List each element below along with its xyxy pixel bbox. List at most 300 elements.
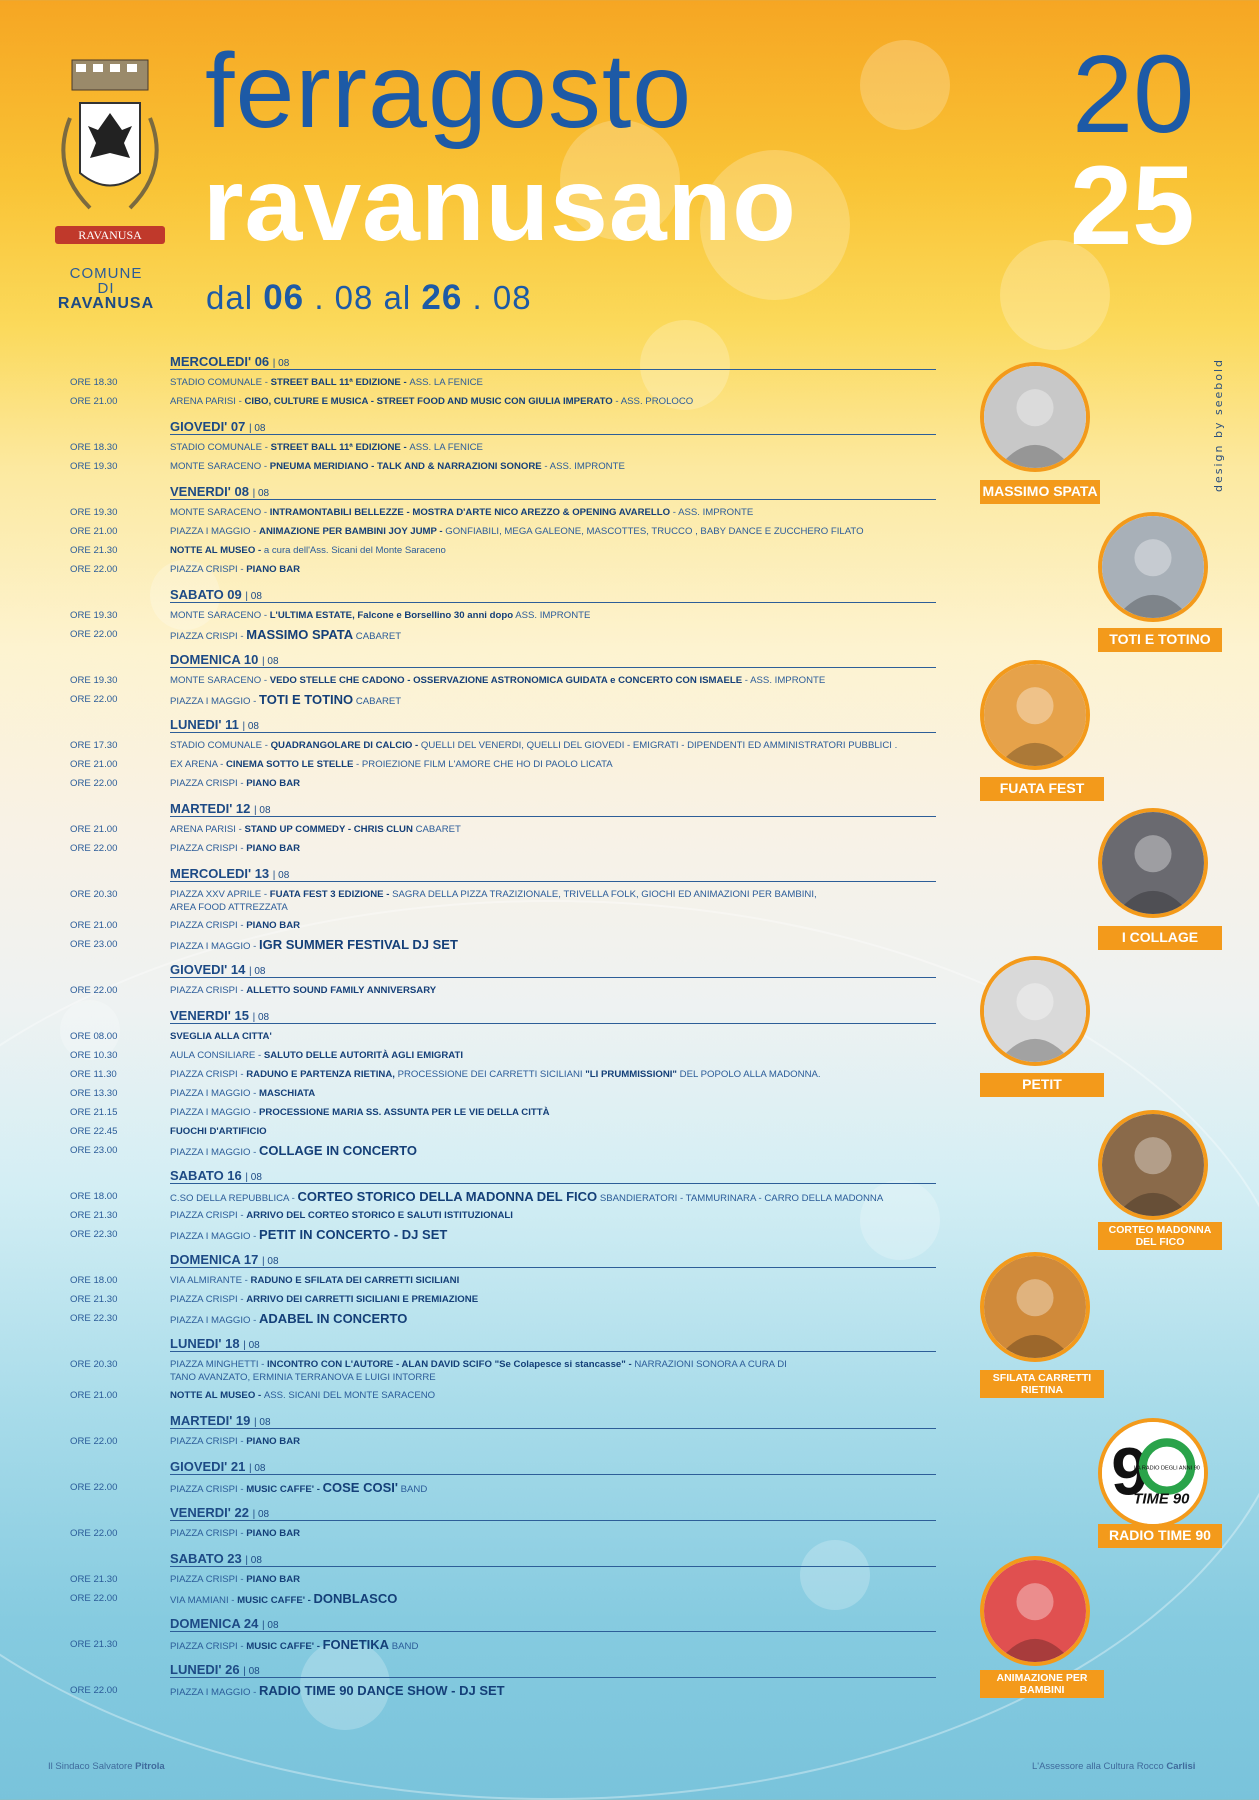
event-note: - PROIEZIONE FILM L'AMORE CHE HO DI PAOLO LICATA — [353, 759, 613, 770]
event-description — [170, 1684, 940, 1699]
event-time: ORE 19.30 — [70, 610, 118, 621]
day-name: SABATO 09 — [170, 587, 242, 602]
guest-label: MASSIMO SPATA — [980, 480, 1100, 504]
event-note-line2: AREA FOOD ATTREZZATA — [170, 902, 288, 913]
day-heading — [170, 800, 936, 817]
title-ferragosto: ferragosto — [205, 32, 693, 150]
day-heading — [170, 1335, 936, 1352]
event-row — [70, 1590, 940, 1609]
day-heading — [170, 651, 936, 668]
event-description — [170, 1573, 940, 1586]
day-block — [70, 651, 940, 710]
event-place: PIAZZA CRISPI - — [170, 1641, 247, 1652]
event-row — [70, 982, 940, 1001]
day-month: | 08 — [248, 1463, 266, 1474]
event-row — [70, 886, 940, 917]
event-description — [170, 842, 940, 855]
event-description — [170, 525, 940, 538]
event-title: PROCESSIONE MARIA SS. ASSUNTA PER LE VIE DELLA CITTÀ — [259, 1107, 550, 1118]
event-place: ARENA PARISI - — [170, 824, 245, 835]
event-time: ORE 17.30 — [70, 740, 118, 751]
dates-dal: dal — [206, 279, 254, 316]
event-note: CABARET — [412, 824, 461, 835]
event-time: ORE 18.00 — [70, 1275, 118, 1286]
event-row — [70, 1226, 940, 1245]
event-title: INCONTRO CON L'AUTORE - ALAN DAVID SCIFO "Se Colapesce si stancasse" - — [267, 1359, 635, 1370]
event-title: FUATA FEST 3 EDIZIONE - — [269, 889, 393, 900]
event-row — [70, 1310, 940, 1329]
event-time: ORE 10.30 — [70, 1050, 118, 1061]
event-description — [170, 1527, 940, 1540]
event-row — [70, 1291, 940, 1310]
event-title: STREET BALL 11ª EDIZIONE - — [270, 377, 410, 388]
day-heading — [170, 1458, 936, 1475]
event-row — [70, 775, 940, 794]
event-place: PIAZZA XXV APRILE - — [170, 889, 270, 900]
event-note: - ASS. IMPRONTE — [742, 675, 826, 686]
day-name: VENERDI' 08 — [170, 484, 249, 499]
event-time: ORE 22.00 — [70, 778, 118, 789]
event-place: PIAZZA CRISPI - — [170, 1294, 247, 1305]
event-row — [70, 1356, 940, 1387]
day-block — [70, 483, 940, 580]
event-time: ORE 08.00 — [70, 1031, 118, 1042]
event-time: ORE 22.00 — [70, 1482, 118, 1493]
day-month: | 08 — [248, 423, 266, 434]
day-name: LUNEDI' 26 — [170, 1662, 240, 1677]
dates-from-day: 06 — [263, 278, 305, 317]
design-credit: design by seebold — [1212, 358, 1225, 492]
crest-banner-text: RAVANUSA — [78, 228, 142, 242]
day-heading — [170, 483, 936, 500]
guest-label: FUATA FEST — [980, 777, 1104, 801]
event-row — [70, 1104, 940, 1123]
day-block — [70, 865, 940, 955]
event-title: STREET BALL 11ª EDIZIONE - — [270, 442, 410, 453]
event-description — [170, 395, 940, 408]
pizza-icon — [980, 660, 1090, 770]
event-time: ORE 19.30 — [70, 507, 118, 518]
event-description — [170, 1030, 940, 1043]
day-heading — [170, 353, 936, 370]
day-block — [70, 961, 940, 1001]
event-time: ORE 22.00 — [70, 629, 118, 640]
event-row — [70, 1066, 940, 1085]
event-title: ALLETTO SOUND FAMILY ANNIVERSARY — [246, 985, 437, 996]
event-row — [70, 1188, 940, 1207]
event-time: ORE 22.00 — [70, 843, 118, 854]
footer-mayor — [48, 1761, 165, 1772]
event-description — [170, 1228, 940, 1243]
day-block — [70, 716, 940, 794]
event-place: MONTE SARACENO - — [170, 507, 270, 518]
day-name: GIOVEDI' 14 — [170, 962, 246, 977]
event-description — [170, 376, 940, 389]
event-title: RADUNO E PARTENZA RIETINA, — [246, 1069, 395, 1080]
day-name: LUNEDI' 18 — [170, 1336, 240, 1351]
event-time: ORE 22.00 — [70, 1436, 118, 1447]
event-place: PIAZZA I MAGGIO - — [170, 1147, 260, 1158]
event-place: PIAZZA CRISPI - — [170, 1210, 247, 1221]
event-time: ORE 21.00 — [70, 759, 118, 770]
event-note: - ASS. IMPRONTE — [670, 507, 754, 518]
comune-crest — [40, 58, 180, 253]
event-time: ORE 21.00 — [70, 396, 118, 407]
footer-assessor-name: Carlisi — [1166, 1761, 1196, 1772]
event-title: SALUTO DELLE AUTORITÀ AGLI EMIGRATI — [263, 1050, 463, 1061]
event-description — [170, 1068, 940, 1081]
day-heading — [170, 586, 936, 603]
event-place: PIAZZA CRISPI - — [170, 920, 247, 931]
event-description — [170, 1293, 940, 1306]
portrait-icon — [980, 956, 1090, 1066]
event-place: PIAZZA CRISPI - — [170, 1436, 247, 1447]
event-title: ANIMAZIONE PER BAMBINI JOY JUMP - — [259, 526, 446, 537]
event-description — [170, 1209, 940, 1222]
event-title: PIANO BAR — [246, 843, 301, 854]
day-block — [70, 1335, 940, 1406]
event-description — [170, 938, 940, 953]
day-block — [70, 800, 940, 859]
bouncy-castle-icon — [980, 1556, 1090, 1666]
event-row — [70, 504, 940, 523]
day-block — [70, 353, 940, 412]
event-row — [70, 1207, 940, 1226]
guest-label: RADIO TIME 90 — [1098, 1524, 1222, 1548]
day-heading — [170, 716, 936, 733]
event-title: PIANO BAR — [246, 1574, 301, 1585]
day-month: | 08 — [243, 1340, 260, 1351]
event-description — [170, 693, 940, 708]
event-row — [70, 1142, 940, 1161]
event-description — [170, 1592, 940, 1607]
day-heading — [170, 1167, 936, 1184]
event-note: BAND — [389, 1641, 419, 1652]
event-time: ORE 19.30 — [70, 461, 118, 472]
day-heading — [170, 961, 936, 978]
event-description — [170, 777, 940, 790]
event-title: RADUNO E SFILATA DEI CARRETTI SICILIANI — [250, 1275, 460, 1286]
guest-label: TOTI E TOTINO — [1098, 628, 1222, 652]
event-row — [70, 840, 940, 859]
event-row — [70, 1571, 940, 1590]
guest-label: SFILATA CARRETTI RIETINA — [980, 1370, 1104, 1398]
day-name: MERCOLEDI' 06 — [170, 354, 270, 369]
day-name: VENERDI' 15 — [170, 1008, 249, 1023]
event-description — [170, 441, 940, 454]
event-time: ORE 22.45 — [70, 1126, 118, 1137]
event-headliner: DONBLASCO — [313, 1591, 398, 1606]
event-description — [170, 1106, 940, 1119]
event-note: CABARET — [353, 696, 402, 707]
event-description — [170, 758, 940, 771]
event-time: ORE 11.30 — [70, 1069, 117, 1080]
day-heading — [170, 418, 936, 435]
event-title: PIANO BAR — [246, 920, 301, 931]
day-heading — [170, 1550, 936, 1567]
event-row — [70, 607, 940, 626]
event-note: ASS. IMPRONTE — [513, 610, 591, 621]
event-time: ORE 22.00 — [70, 564, 118, 575]
event-description — [170, 628, 940, 643]
band-photo-icon — [1098, 808, 1208, 918]
event-place: PIAZZA I MAGGIO - — [170, 941, 260, 952]
day-month: | 08 — [248, 966, 266, 977]
radio-logo-small: LA RADIO DEGLI ANNI 90 — [1133, 1465, 1200, 1472]
event-time: ORE 21.15 — [70, 1107, 118, 1118]
event-note-2: DEL POPOLO ALLA MADONNA. — [676, 1069, 821, 1080]
event-place: STADIO COMUNALE - — [170, 442, 271, 453]
event-place: PIAZZA CRISPI - — [170, 1574, 247, 1585]
event-note: SAGRA DELLA PIZZA TRAZIZIONALE, TRIVELLA FOLK, GIOCHI ED ANIMAZIONI PER BAMBINI, — [392, 889, 817, 900]
day-block — [70, 1167, 940, 1245]
event-headliner: IGR SUMMER FESTIVAL DJ SET — [259, 937, 458, 952]
title-ravanusano: ravanusano — [203, 147, 797, 263]
event-time: ORE 22.00 — [70, 694, 118, 705]
day-month: | 08 — [254, 805, 271, 816]
event-note: - ASS. IMPRONTE — [541, 461, 625, 472]
event-time: ORE 18.30 — [70, 442, 118, 453]
guest-label: I COLLAGE — [1098, 926, 1222, 950]
footer-assessor — [1032, 1761, 1195, 1772]
event-description — [170, 460, 940, 473]
event-title: INTRAMONTABILI BELLEZZE - MOSTRA D'ARTE NICO AREZZO & OPENING AVARELLO — [269, 507, 671, 518]
event-row — [70, 1479, 940, 1498]
event-row — [70, 1028, 940, 1047]
event-time: ORE 21.30 — [70, 1210, 118, 1221]
day-block — [70, 1412, 940, 1452]
dates-to-month: . 08 — [472, 279, 532, 316]
day-month: | 08 — [262, 656, 279, 667]
event-place: ARENA PARISI - — [170, 396, 245, 407]
comune-line3: RAVANUSA — [57, 295, 155, 312]
day-name: GIOVEDI' 07 — [170, 419, 246, 434]
event-time: ORE 21.00 — [70, 526, 118, 537]
event-description — [170, 1358, 940, 1384]
day-month: | 08 — [245, 591, 262, 602]
day-month: | 08 — [243, 1666, 260, 1677]
event-description — [170, 1389, 940, 1402]
guest-label: PETIT — [980, 1073, 1104, 1097]
event-title: L'ULTIMA ESTATE, Falcone e Borsellino 30 anni dopo — [269, 610, 514, 621]
event-description — [170, 1638, 940, 1653]
day-month: | 08 — [262, 1256, 279, 1267]
day-name: MERCOLEDI' 13 — [170, 866, 270, 881]
event-time: ORE 22.30 — [70, 1229, 118, 1240]
event-note: ASS. LA FENICE — [409, 377, 483, 388]
event-time: ORE 23.00 — [70, 1145, 118, 1156]
event-description — [170, 823, 940, 836]
event-row — [70, 821, 940, 840]
event-note: a cura dell'Ass. Sicani del Monte Saraceno — [263, 545, 446, 556]
radio-logo-icon — [1098, 1418, 1208, 1528]
day-block — [70, 1550, 940, 1609]
event-time: ORE 20.30 — [70, 1359, 118, 1370]
event-title: MUSIC CAFFE' - — [237, 1595, 314, 1606]
event-row — [70, 1085, 940, 1104]
event-description — [170, 1312, 940, 1327]
event-note: ASS. LA FENICE — [409, 442, 483, 453]
event-note: - ASS. PROLOCO — [612, 396, 694, 407]
event-title: ARRIVO DEI CARRETTI SICILIANI E PREMIAZIONE — [246, 1294, 479, 1305]
event-time: ORE 21.30 — [70, 1574, 118, 1585]
event-place: PIAZZA CRISPI - — [170, 564, 247, 575]
event-row — [70, 1123, 940, 1142]
day-name: SABATO 16 — [170, 1168, 242, 1183]
day-month: | 08 — [272, 870, 290, 881]
day-block — [70, 1661, 940, 1701]
event-time: ORE 20.30 — [70, 889, 118, 900]
event-row — [70, 1682, 940, 1701]
event-place: PIAZZA CRISPI - — [170, 985, 247, 996]
event-time: ORE 21.00 — [70, 824, 118, 835]
event-place: PIAZZA I MAGGIO - — [170, 1687, 260, 1698]
event-row — [70, 936, 940, 955]
event-place: PIAZZA I MAGGIO - — [170, 1231, 260, 1242]
event-time: ORE 21.00 — [70, 920, 118, 931]
event-place: MONTE SARACENO - — [170, 610, 270, 621]
event-description — [170, 1049, 940, 1062]
event-place: PIAZZA I MAGGIO - — [170, 1088, 260, 1099]
event-schedule — [70, 353, 940, 1707]
day-month: | 08 — [245, 1172, 262, 1183]
event-headliner: FONETIKA — [322, 1637, 390, 1652]
event-title: PIANO BAR — [246, 1528, 301, 1539]
event-place: MONTE SARACENO - — [170, 461, 270, 472]
day-name: SABATO 23 — [170, 1551, 242, 1566]
day-block — [70, 1458, 940, 1498]
event-description — [170, 1125, 940, 1138]
event-place: PIAZZA I MAGGIO - — [170, 526, 260, 537]
radio-logo-text: TIME 90 — [1133, 1491, 1190, 1508]
event-row — [70, 1047, 940, 1066]
event-row — [70, 439, 940, 458]
event-headliner: PETIT IN CONCERTO - DJ SET — [259, 1227, 448, 1242]
event-row — [70, 1525, 940, 1544]
year-bottom: 25 — [1070, 143, 1195, 268]
event-note: BAND — [397, 1484, 428, 1495]
day-name: VENERDI' 22 — [170, 1505, 249, 1520]
event-place: PIAZZA I MAGGIO - — [170, 696, 260, 707]
event-place: PIAZZA CRISPI - — [170, 778, 247, 789]
event-row — [70, 737, 940, 756]
day-block — [70, 586, 940, 645]
madonna-statue-icon — [1098, 1110, 1208, 1220]
portrait-icon — [980, 362, 1090, 472]
event-headliner: TOTI E TOTINO — [259, 692, 354, 707]
event-place: PIAZZA CRISPI - — [170, 1484, 247, 1495]
event-title: CINEMA SOTTO LE STELLE — [225, 759, 354, 770]
event-place: PIAZZA CRISPI - — [170, 1528, 247, 1539]
dates-to-day: 26 — [421, 278, 463, 317]
day-block — [70, 1615, 940, 1655]
event-description — [170, 739, 940, 752]
event-note: NARRAZIONI SONORA A CURA DI — [634, 1359, 787, 1370]
event-place: VIA ALMIRANTE - — [170, 1275, 251, 1286]
event-time: ORE 18.00 — [70, 1191, 118, 1202]
day-block — [70, 1251, 940, 1329]
event-title: PIANO BAR — [246, 778, 301, 789]
event-time: ORE 13.30 — [70, 1088, 118, 1099]
event-row — [70, 1636, 940, 1655]
event-title-2: "LI PRUMMISSIONI" — [585, 1069, 677, 1080]
event-title: MUSIC CAFFE' - — [246, 1641, 323, 1652]
event-description — [170, 1435, 940, 1448]
event-time: ORE 22.00 — [70, 985, 118, 996]
footer-assessor-text: L'Assessore alla Cultura Rocco — [1032, 1761, 1167, 1772]
event-place: MONTE SARACENO - — [170, 675, 270, 686]
day-heading — [170, 1007, 936, 1024]
event-title: MUSIC CAFFE' - — [246, 1484, 323, 1495]
event-place: PIAZZA I MAGGIO - — [170, 1315, 260, 1326]
event-time: ORE 21.30 — [70, 1639, 118, 1650]
event-row — [70, 1387, 940, 1406]
day-name: MARTEDI' 19 — [170, 1413, 251, 1428]
event-note: CABARET — [353, 631, 402, 642]
event-note-line2: TANO AVANZATO, ERMINIA TERRANOVA E LUIGI INTORRE — [170, 1372, 436, 1383]
event-description — [170, 1481, 940, 1496]
event-title: ARRIVO DEL CORTEO STORICO E SALUTI ISTITUZIONALI — [246, 1210, 513, 1221]
cart-wheel-icon — [980, 1252, 1090, 1362]
event-title: SVEGLIA ALLA CITTA' — [170, 1031, 272, 1042]
day-block — [70, 418, 940, 477]
event-time: ORE 22.00 — [70, 1685, 118, 1696]
comune-label — [36, 266, 176, 311]
event-headliner: COLLAGE IN CONCERTO — [259, 1143, 417, 1158]
event-description — [170, 674, 940, 687]
event-title: QUADRANGOLARE DI CALCIO - — [270, 740, 421, 751]
event-title: VEDO STELLE CHE CADONO - OSSERVAZIONE ASTRONOMICA GUIDATA e CONCERTO CON ISMAELE — [269, 675, 743, 686]
day-month: | 08 — [254, 1417, 271, 1428]
event-headliner: ADABEL IN CONCERTO — [259, 1311, 408, 1326]
event-place: PIAZZA CRISPI - — [170, 1069, 247, 1080]
event-place: PIAZZA I MAGGIO - — [170, 1107, 260, 1118]
day-month: | 08 — [242, 721, 259, 732]
day-month: | 08 — [262, 1620, 279, 1631]
guest-label: ANIMAZIONE PER BAMBINI — [980, 1670, 1104, 1698]
event-headliner: COSE COSI' — [322, 1480, 398, 1495]
event-headliner: CORTEO STORICO DELLA MADONNA DEL FICO — [297, 1189, 598, 1204]
event-description — [170, 544, 940, 557]
duo-portrait-icon — [1098, 512, 1208, 622]
event-description — [170, 506, 940, 519]
event-place: STADIO COMUNALE - — [170, 377, 271, 388]
event-row — [70, 917, 940, 936]
event-headliner: MASSIMO SPATA — [246, 627, 354, 642]
event-title: NOTTE AL MUSEO - — [170, 1390, 264, 1401]
dates-al: al — [383, 279, 412, 316]
event-note: GONFIABILI, MEGA GALEONE, MASCOTTES, TRUCCO , BABY DANCE E ZUCCHERO FILATO — [445, 526, 864, 537]
event-time: ORE 22.30 — [70, 1313, 118, 1324]
day-month: | 08 — [252, 1012, 270, 1023]
event-place: PIAZZA CRISPI - — [170, 843, 247, 854]
event-place: PIAZZA MINGHETTI - — [170, 1359, 268, 1370]
event-note: PROCESSIONE DEI CARRETTI SICILIANI — [394, 1069, 586, 1080]
event-place: VIA MAMIANI - — [170, 1595, 238, 1606]
event-title: PNEUMA MERIDIANO - TALK AND & NARRAZIONI SONORE — [269, 461, 542, 472]
event-description — [170, 1274, 940, 1287]
event-description — [170, 1144, 940, 1159]
event-title: MASCHIATA — [259, 1088, 316, 1099]
event-row — [70, 542, 940, 561]
day-heading — [170, 1412, 936, 1429]
event-title: NOTTE AL MUSEO - — [170, 545, 264, 556]
event-time: ORE 22.00 — [70, 1528, 118, 1539]
event-description — [170, 984, 940, 997]
event-place: EX ARENA - — [170, 759, 226, 770]
comune-line1: COMUNE — [69, 265, 143, 282]
event-row — [70, 374, 940, 393]
